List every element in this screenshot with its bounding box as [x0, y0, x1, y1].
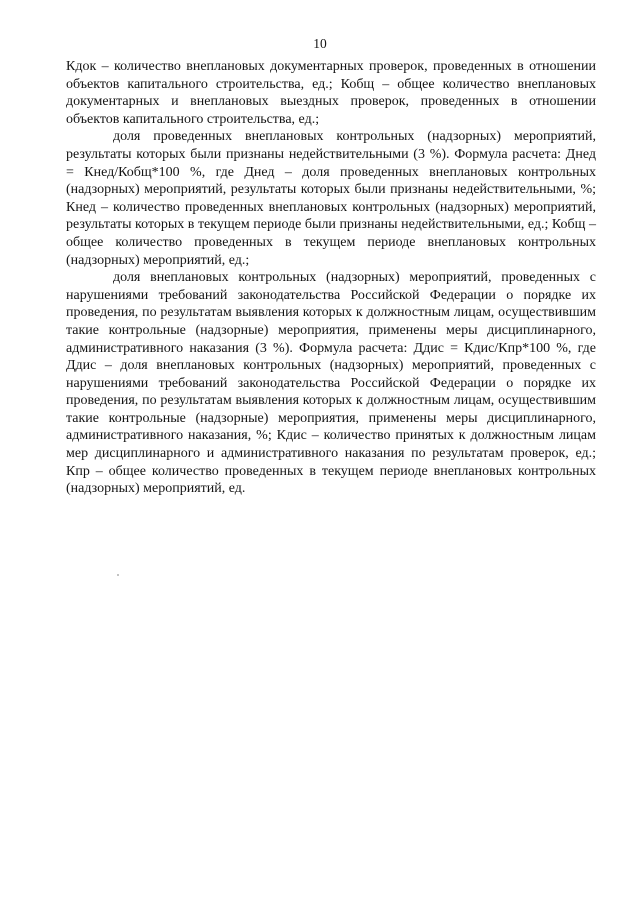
- document-body: [66, 58, 596, 498]
- paragraph-dned-indicator: доля проведенных внеплановых контрольных (надзорных) мероприятий, результаты которых были признаны недействительными (3 %). Формула расчета: Днед = Кнед/Кобщ*100 %, где Днед – доля проведенных внеплановых контрольных (надзорных) мероприятий, результаты которых были признаны недействительными, %; Кнед – количество проведенных внеплановых контрольных (надзорных) мероприятий, результаты которых в текущем периоде были признаны недействительными, ед.; Кобщ – общее количество проведенных в текущем периоде внеплановых контрольных (надзорных) мероприятий, ед.;: [66, 129, 596, 268]
- scan-speck: [117, 574, 119, 576]
- paragraph-kdok-definition: Кдок – количество внеплановых документарных проверок, проведенных в отношении объектов капитального строительства, ед.; Кобщ – общее количество внеплановых документарных и внеплановых выездных проверок, проведенных в отношении объектов капитального строительства, ед.;: [66, 59, 596, 127]
- page-number: 10: [313, 36, 327, 51]
- paragraph-ddis-indicator: доля внеплановых контрольных (надзорных) мероприятий, проведенных с нарушениями требований законодательства Российской Федерации о порядке их проведения, по результатам выявления которых к должностным лицам, осуществившим такие контрольные (надзорные) мероприятия, применены меры дисциплинарного, административного наказания (3 %). Формула расчета: Ддис = Кдис/Кпр*100 %, где Ддис – доля внеплановых контрольных (надзорных) мероприятий, проведенных с нарушениями требований законодательства Российской Федерации о порядке их проведения, по результатам выявления которых к должностным лицам, осуществившим такие контрольные (надзорные) мероприятия, применены меры дисциплинарного, административного наказания, %; Кдис – количество принятых к должностным лицам мер дисциплинарного и административного наказания по результатам проверок, ед.; Кпр – общее количество проведенных в текущем периоде внеплановых контрольных (надзорных) мероприятий, ед.: [66, 270, 596, 497]
